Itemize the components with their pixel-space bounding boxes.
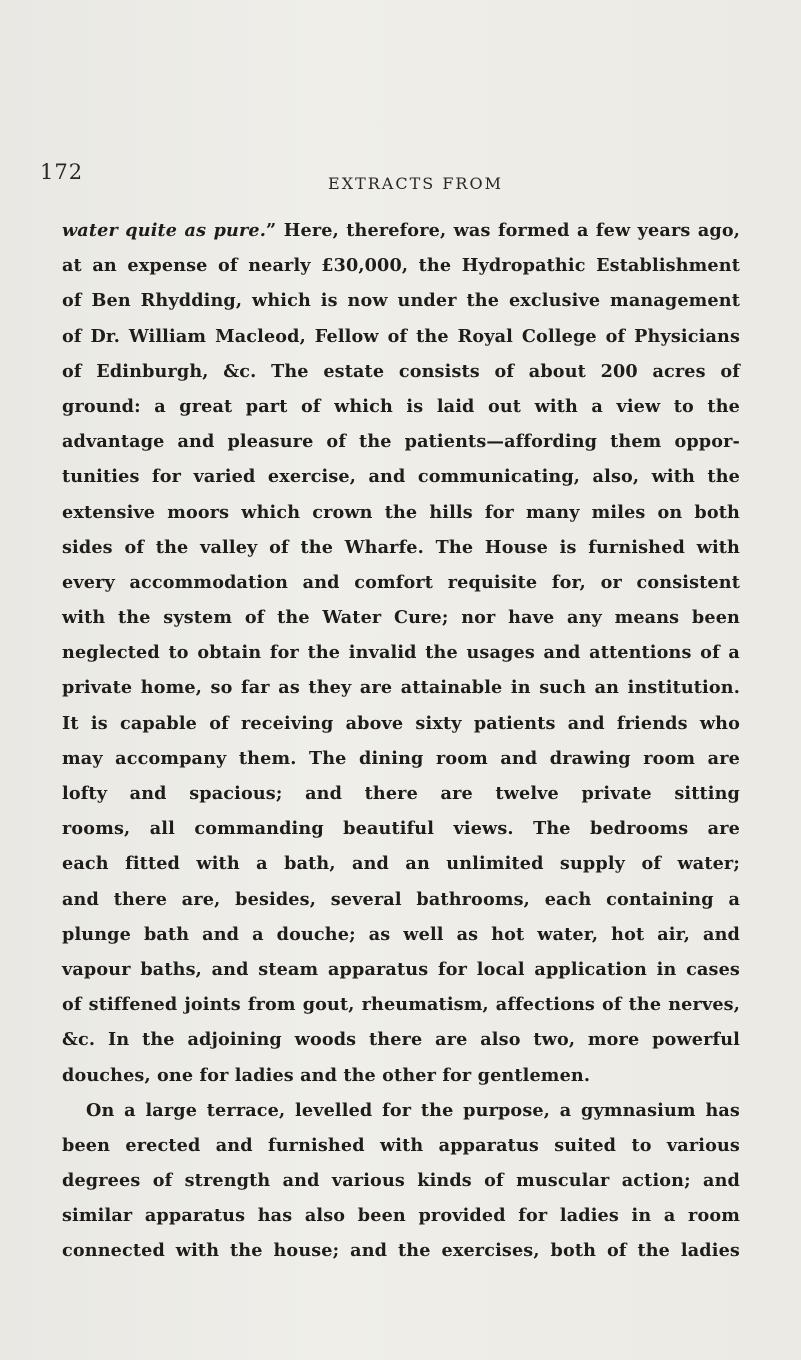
text-line: lofty and spacious; and there are twelve private sitting bbox=[62, 783, 740, 804]
text-line: It is capable of receiving above sixty patients and friends who bbox=[62, 712, 740, 734]
text-line: of stiffened joints from gout, rheumatism, affections of the nerves, bbox=[62, 994, 740, 1016]
text-line: private home, so far as they are attainable in such an institution. bbox=[62, 677, 740, 699]
text-line: douches, one for ladies and the other for gentlemen. bbox=[62, 1064, 591, 1086]
text-line: On a large terrace, levelled for the purpose, a gymnasium has bbox=[86, 1099, 740, 1121]
text-line: neglected to obtain for the invalid the usages and attentions of a bbox=[62, 642, 740, 664]
text-line: and there are, besides, several bathrooms, each containing a bbox=[62, 888, 740, 910]
text-line: of Ben Rhydding, which is now under the exclusive management bbox=[62, 290, 740, 312]
page-number: 172 bbox=[40, 160, 84, 184]
text-line: connected with the house; and the exercises, both of the ladies bbox=[62, 1240, 740, 1262]
text-line: vapour baths, and steam apparatus for local application in cases bbox=[62, 958, 740, 980]
text-line: rooms, all commanding beautiful views. The bedrooms are bbox=[62, 818, 740, 840]
text-line: ground: a great part of which is laid out with a view to the bbox=[62, 395, 740, 417]
text-line: of Dr. William Macleod, Fellow of the Royal College of Physicians bbox=[62, 325, 740, 347]
italic-phrase: water quite as pure. bbox=[62, 220, 267, 241]
text-line: &c. In the adjoining woods there are also two, more powerful bbox=[62, 1029, 740, 1051]
text-line: been erected and furnished with apparatus suited to various bbox=[62, 1134, 740, 1156]
text-line: advantage and pleasure of the patients—affording them oppor- bbox=[62, 431, 740, 453]
text-line: tunities for varied exercise, and communicating, also, with the bbox=[62, 466, 740, 488]
text-line: with the system of the Water Cure; nor have any means been bbox=[62, 607, 740, 629]
text-line: each fitted with a bath, and an unlimited supply of water; bbox=[62, 853, 740, 875]
text-line: similar apparatus has also been provided for ladies in a room bbox=[62, 1205, 740, 1227]
text-line bbox=[62, 213, 740, 248]
text-line: degrees of strength and various kinds of muscular action; and bbox=[62, 1170, 740, 1192]
text-line: of Edinburgh, &c. The estate consists of about 200 acres of bbox=[62, 360, 740, 382]
running-head: EXTRACTS FROM bbox=[328, 174, 503, 193]
text-line: sides of the valley of the Wharfe. The House is furnished with bbox=[62, 536, 740, 558]
text-line: extensive moors which crown the hills for many miles on both bbox=[62, 501, 740, 523]
text-line: at an expense of nearly £30,000, the Hydropathic Establishment bbox=[62, 255, 740, 277]
text-line: plunge bath and a douche; as well as hot water, hot air, and bbox=[62, 923, 740, 945]
body-text bbox=[62, 213, 740, 1269]
text-line: every accommodation and comfort requisite for, or consistent bbox=[62, 571, 740, 593]
line-text: ” Here, therefore, was formed a few years ago, bbox=[266, 220, 740, 241]
text-line: may accompany them. The dining room and drawing room are bbox=[62, 747, 740, 769]
